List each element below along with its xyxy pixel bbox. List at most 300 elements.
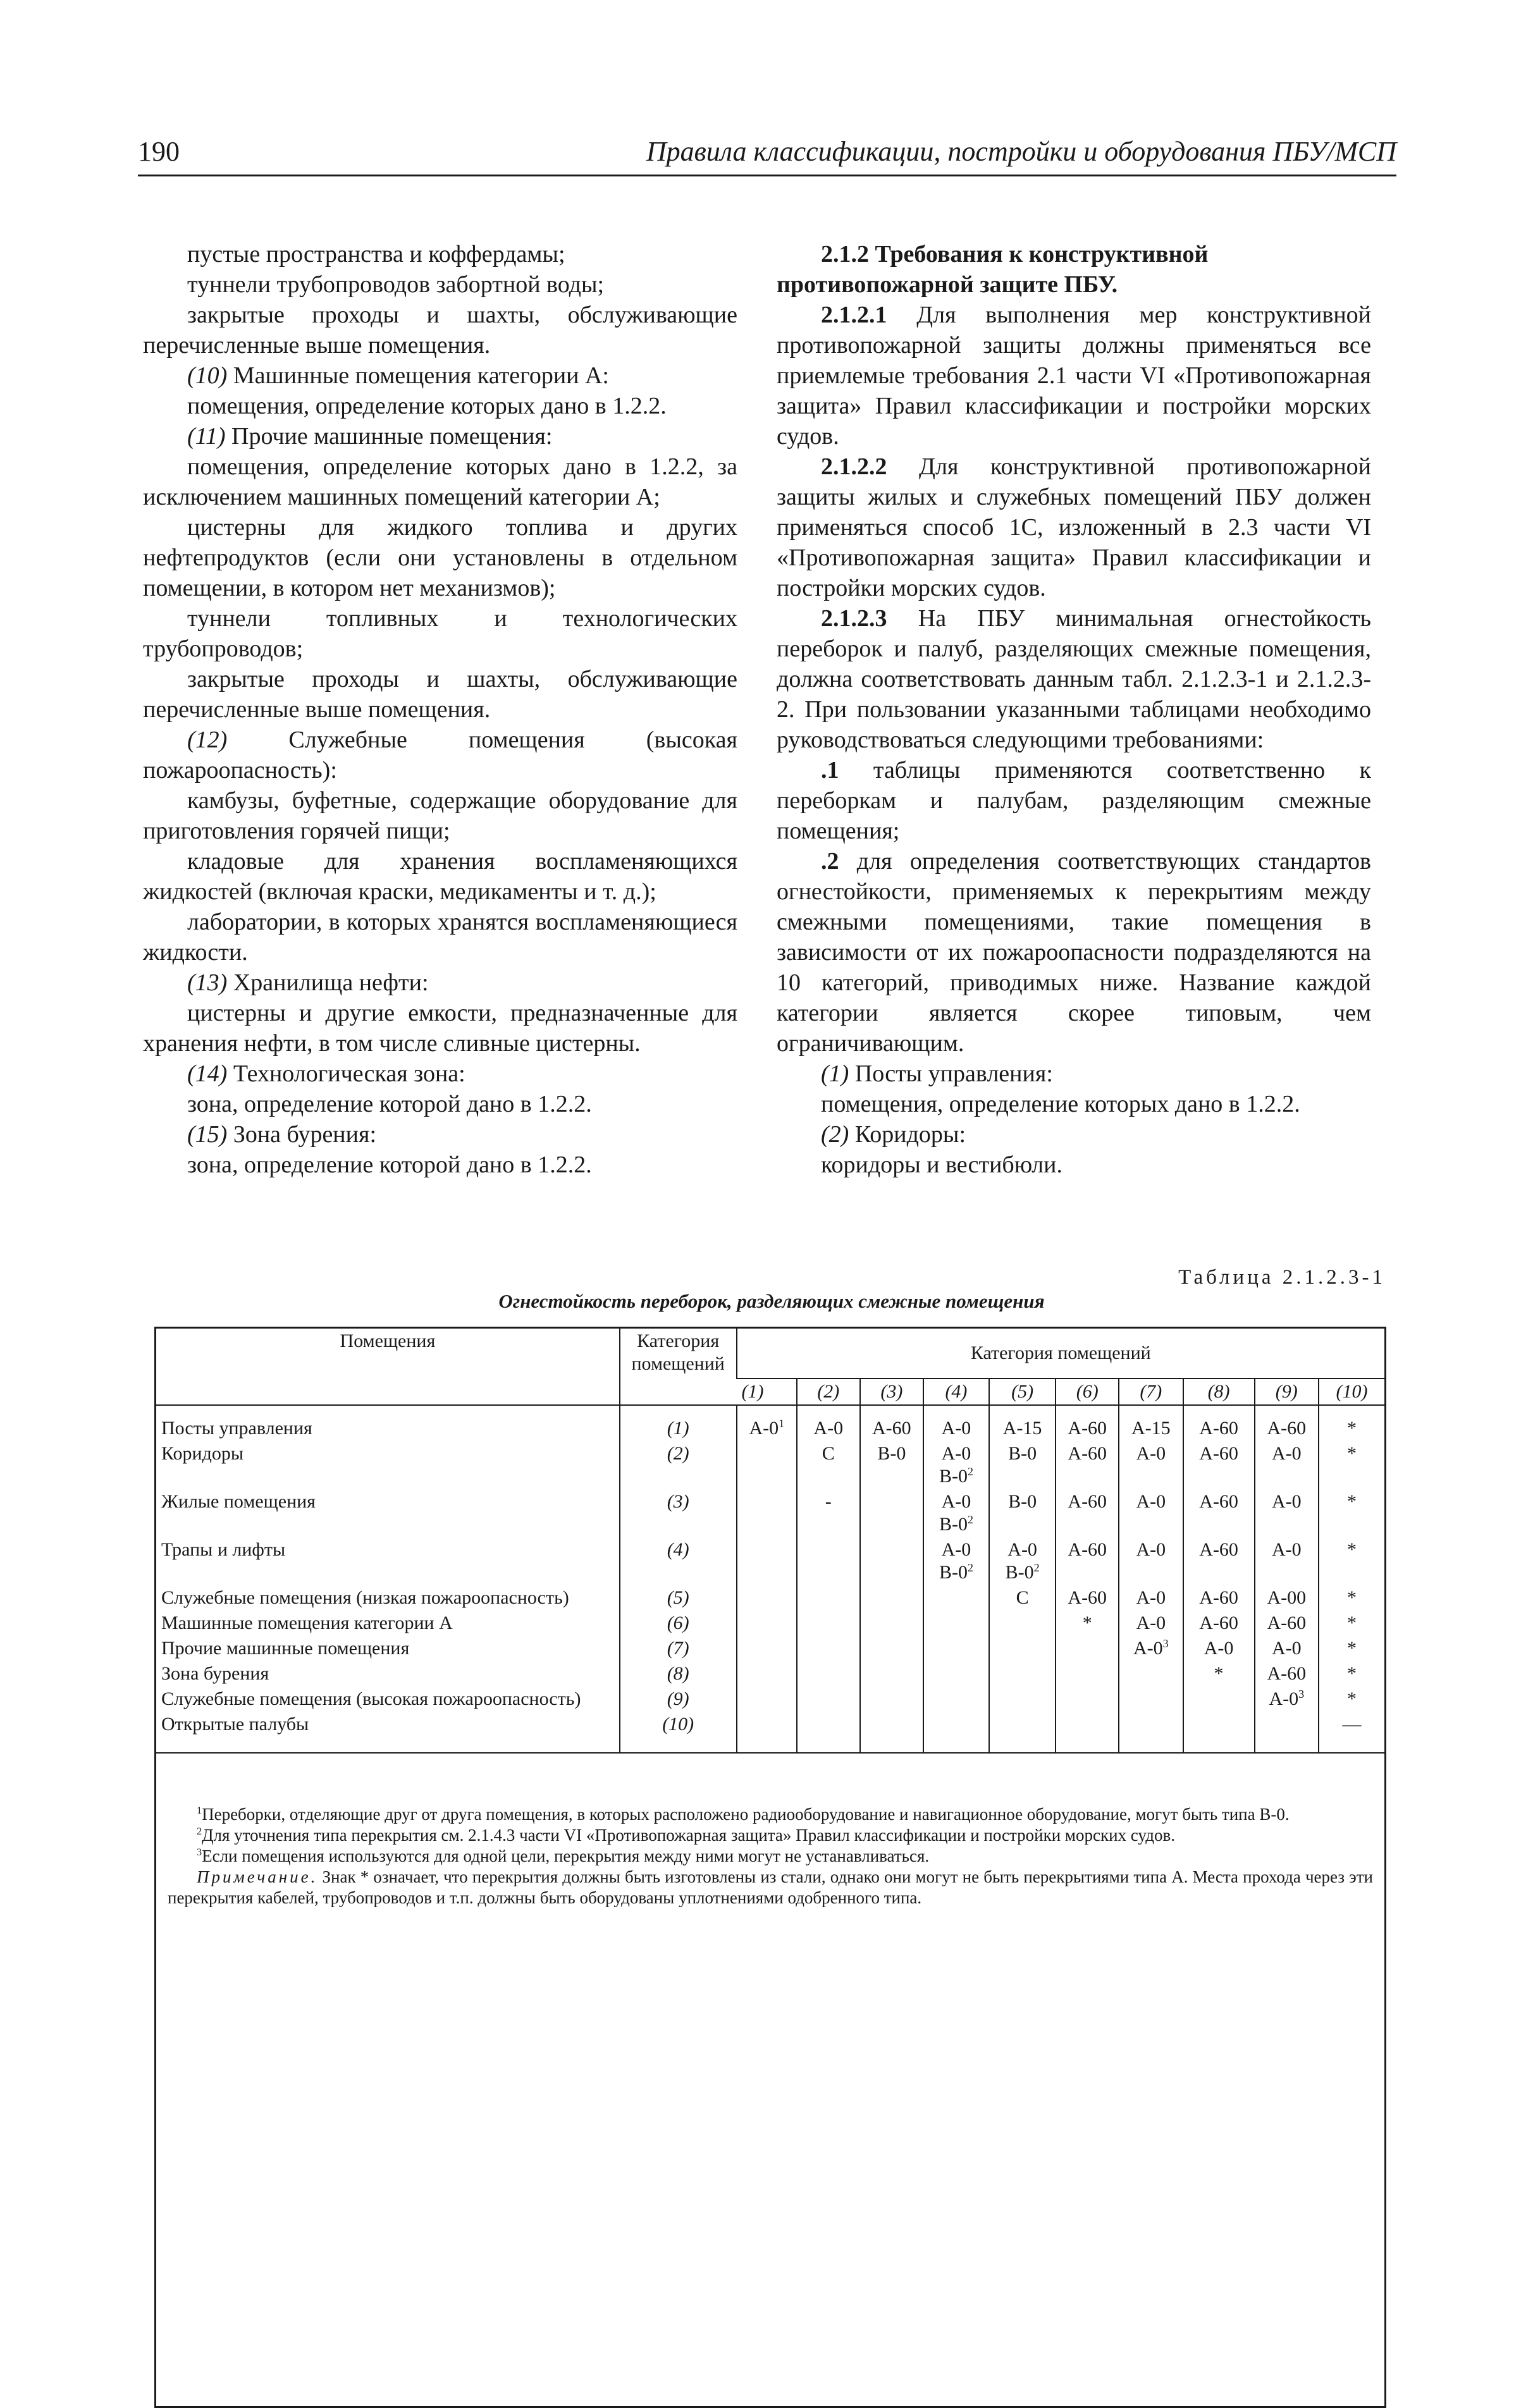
rating-cell bbox=[923, 1636, 989, 1661]
column-code: (5) bbox=[989, 1379, 1056, 1405]
category-number: (2) bbox=[821, 1121, 849, 1148]
paragraph-text: пустые пространства и коффердамы; bbox=[187, 241, 565, 267]
category-number: (1) bbox=[821, 1060, 849, 1087]
rating-cell bbox=[1183, 1712, 1255, 1753]
paragraph bbox=[143, 452, 737, 512]
footnote-ref: 2 bbox=[967, 1465, 973, 1478]
rating-cell bbox=[1255, 1661, 1319, 1686]
paragraph bbox=[143, 421, 737, 452]
column-code: (10) bbox=[1319, 1379, 1384, 1405]
rating-cell bbox=[989, 1441, 1056, 1489]
rating-cell bbox=[797, 1611, 860, 1636]
paragraph bbox=[777, 300, 1371, 452]
rating-cell bbox=[1183, 1661, 1255, 1686]
column-code: (1) bbox=[737, 1379, 797, 1405]
rating-value: А-60 bbox=[1068, 1418, 1107, 1439]
rating-value: А-60 bbox=[1068, 1587, 1107, 1608]
remark-label: Примечание. bbox=[197, 1867, 318, 1886]
room-name: Служебные помещения (низкая пожароопасность) bbox=[161, 1587, 569, 1608]
paragraph-text: для определения соответствующих стандартов огнестойкости, применяемых к перекрытиям между смежными помещениями, такие помещения в зависимости от их пожароопасности подразделяются на 10 категорий, приводимых ниже. Название каждой категории является скорее типовым, чем ограничивающим. bbox=[777, 848, 1371, 1057]
rating-cell bbox=[737, 1441, 797, 1489]
paragraph-text: зона, определение которой дано в 1.2.2. bbox=[187, 1091, 592, 1117]
rating-cell bbox=[797, 1537, 860, 1585]
room-category: (9) bbox=[620, 1686, 737, 1712]
room-category: (10) bbox=[620, 1712, 737, 1753]
page-header bbox=[138, 132, 1396, 176]
rating-cell bbox=[860, 1405, 924, 1441]
category-number: (11) bbox=[187, 423, 226, 450]
rating-cell bbox=[923, 1585, 989, 1611]
rating-value: В-0 bbox=[939, 1562, 968, 1583]
clause-number: 2.1.2.2 bbox=[821, 453, 887, 480]
rating-cell bbox=[1183, 1441, 1255, 1489]
rating-value: А-0 bbox=[1136, 1612, 1166, 1633]
table-title: Огнестойкость переборок, разделяющих смежные помещения bbox=[498, 1290, 1045, 1312]
rating-cell bbox=[1255, 1686, 1319, 1712]
footnote-text: Для уточнения типа перекрытия см. 2.1.4.3 части VI «Противопожарная защита» Правил классификации и постройки морских судов. bbox=[202, 1826, 1175, 1845]
rating-value: А-0 bbox=[941, 1539, 971, 1560]
column-code: (8) bbox=[1183, 1379, 1255, 1405]
clause-number: .1 bbox=[821, 757, 839, 783]
left-column bbox=[143, 239, 737, 1180]
rating-value: А-15 bbox=[1131, 1418, 1171, 1439]
paragraph-text: помещения, определение которых дано в 1.2.2. bbox=[187, 393, 667, 419]
paragraph bbox=[143, 846, 737, 907]
rating-value: А-60 bbox=[1199, 1587, 1238, 1608]
room-name: Коридоры bbox=[161, 1443, 243, 1464]
paragraph bbox=[777, 846, 1371, 1059]
rating-value: * bbox=[1214, 1663, 1224, 1684]
rating-cell bbox=[1056, 1712, 1119, 1753]
footnote-marker: 1 bbox=[197, 1805, 202, 1816]
rating-cell bbox=[989, 1537, 1056, 1585]
room-name: Машинные помещения категории А bbox=[161, 1612, 453, 1633]
room-name: Посты управления bbox=[161, 1418, 312, 1439]
rating-cell bbox=[1056, 1661, 1119, 1686]
rating-cell bbox=[1319, 1441, 1384, 1489]
rating-cell bbox=[1319, 1712, 1384, 1753]
table-row bbox=[156, 1441, 1384, 1489]
rating-cell bbox=[923, 1611, 989, 1636]
rating-cell bbox=[1319, 1405, 1384, 1441]
paragraph bbox=[143, 725, 737, 785]
table-row bbox=[156, 1661, 1384, 1686]
rating-value: А-60 bbox=[1199, 1443, 1238, 1464]
paragraph-text: На ПБУ минимальная огнестойкость переборок и палуб, разделяющих смежные помещения, должна соответствовать данным табл. 2.1.2.3-1 и 2.1.2.3-2. При пользовании указанными таблицами необходимо руководствоваться следующими требованиями: bbox=[777, 605, 1371, 753]
rating-cell bbox=[1056, 1585, 1119, 1611]
paragraph bbox=[143, 603, 737, 664]
rating-cell bbox=[797, 1636, 860, 1661]
rating-value: А-60 bbox=[1267, 1612, 1307, 1633]
paragraph-text: Прочие машинные помещения: bbox=[225, 423, 553, 450]
paragraph-text: коридоры и вестибюли. bbox=[821, 1152, 1062, 1178]
paragraph bbox=[143, 1119, 737, 1150]
rating-cell bbox=[1119, 1611, 1183, 1636]
rating-cell bbox=[923, 1405, 989, 1441]
rating-value: А-0 bbox=[1136, 1587, 1166, 1608]
rating-cell bbox=[737, 1686, 797, 1712]
paragraph bbox=[143, 360, 737, 391]
rating-value: А-0 bbox=[1271, 1443, 1302, 1464]
footnote-text: Переборки, отделяющие друг от друга помещения, в которых расположено радиооборудование и навигационное оборудование, могут быть типа В-0. bbox=[202, 1805, 1290, 1824]
fire-table bbox=[156, 1329, 1384, 1754]
rating-value: А-60 bbox=[1199, 1491, 1238, 1512]
table-row bbox=[156, 1686, 1384, 1712]
rating-cell bbox=[1183, 1405, 1255, 1441]
category-number: (10) bbox=[187, 362, 228, 389]
rating-cell bbox=[1255, 1611, 1319, 1636]
rating-cell bbox=[923, 1686, 989, 1712]
rating-cell bbox=[1255, 1405, 1319, 1441]
paragraph bbox=[777, 603, 1371, 755]
rating-cell bbox=[1056, 1686, 1119, 1712]
paragraph-text: закрытые проходы и шахты, обслуживающие перечисленные выше помещения. bbox=[143, 302, 737, 359]
rating-cell bbox=[923, 1712, 989, 1753]
paragraph-text: Хранилища нефти: bbox=[227, 969, 429, 996]
rating-cell bbox=[989, 1611, 1056, 1636]
rating-cell bbox=[1255, 1537, 1319, 1585]
column-code: (9) bbox=[1255, 1379, 1319, 1405]
rating-value: А-0 bbox=[1133, 1638, 1163, 1659]
rating-cell bbox=[860, 1611, 924, 1636]
rating-cell bbox=[737, 1489, 797, 1537]
rating-cell bbox=[989, 1686, 1056, 1712]
rating-cell bbox=[737, 1405, 797, 1441]
rating-cell bbox=[1056, 1489, 1119, 1537]
room-name: Жилые помещения bbox=[161, 1491, 316, 1512]
rating-value: С bbox=[822, 1443, 835, 1464]
rating-cell bbox=[1119, 1405, 1183, 1441]
rating-value: * bbox=[1347, 1418, 1357, 1439]
rating-value: А-60 bbox=[1267, 1418, 1307, 1439]
paragraph-text: кладовые для хранения воспламеняющихся жидкостей (включая краски, медикаменты и т. д.); bbox=[143, 848, 737, 905]
footnote-marker: 3 bbox=[197, 1846, 202, 1858]
paragraph bbox=[143, 269, 737, 300]
rating-value: * bbox=[1347, 1663, 1357, 1684]
rating-cell bbox=[737, 1712, 797, 1753]
paragraph bbox=[143, 1150, 737, 1180]
footnote-marker: 2 bbox=[197, 1826, 202, 1837]
rating-cell bbox=[1119, 1489, 1183, 1537]
rating-value: - bbox=[825, 1491, 832, 1512]
category-number: (15) bbox=[187, 1121, 228, 1148]
rating-cell bbox=[860, 1636, 924, 1661]
category-number: (14) bbox=[187, 1060, 228, 1087]
rating-value: А-60 bbox=[871, 1418, 911, 1439]
paragraph-text: Зона бурения: bbox=[227, 1121, 377, 1148]
room-name: Прочие машинные помещения bbox=[161, 1638, 410, 1659]
table-row bbox=[156, 1636, 1384, 1661]
rating-cell bbox=[1255, 1489, 1319, 1537]
rating-cell bbox=[1319, 1686, 1384, 1712]
column-code: (6) bbox=[1056, 1379, 1119, 1405]
rating-value: В-0 bbox=[1008, 1491, 1037, 1512]
room-category: (3) bbox=[620, 1489, 737, 1537]
room-category: (6) bbox=[620, 1611, 737, 1636]
rating-cell bbox=[1119, 1537, 1183, 1585]
rating-cell bbox=[737, 1661, 797, 1686]
rating-cell bbox=[989, 1405, 1056, 1441]
rating-cell bbox=[860, 1661, 924, 1686]
paragraph bbox=[143, 1089, 737, 1119]
rating-value: А-0 bbox=[941, 1491, 971, 1512]
rating-cell bbox=[989, 1636, 1056, 1661]
rating-cell bbox=[1056, 1636, 1119, 1661]
rating-cell bbox=[1319, 1489, 1384, 1537]
paragraph-text: Технологическая зона: bbox=[227, 1060, 465, 1087]
column-code: (2) bbox=[797, 1379, 860, 1405]
rating-value: В-0 bbox=[877, 1443, 906, 1464]
rating-value: А-0 bbox=[1271, 1491, 1302, 1512]
room-name: Трапы и лифты bbox=[161, 1539, 286, 1560]
paragraph bbox=[143, 907, 737, 968]
rating-value: А-0 bbox=[813, 1418, 844, 1439]
rating-value: А-60 bbox=[1267, 1663, 1307, 1684]
rating-cell bbox=[1183, 1537, 1255, 1585]
rating-value: А-60 bbox=[1199, 1418, 1238, 1439]
footnote-ref: 2 bbox=[1033, 1561, 1040, 1574]
rating-value: А-0 bbox=[1271, 1539, 1302, 1560]
rating-cell bbox=[1119, 1585, 1183, 1611]
rating-value: А-0 bbox=[1136, 1539, 1166, 1560]
rating-value: А-0 bbox=[941, 1418, 971, 1439]
column-code: (4) bbox=[923, 1379, 989, 1405]
paragraph-text: Коридоры: bbox=[849, 1121, 966, 1148]
rating-cell bbox=[1319, 1537, 1384, 1585]
paragraph-text: помещения, определение которых дано в 1.2.2. bbox=[821, 1091, 1300, 1117]
room-category: (1) bbox=[620, 1405, 737, 1441]
rating-cell bbox=[923, 1489, 989, 1537]
remark bbox=[168, 1867, 1373, 1908]
rating-cell bbox=[1183, 1636, 1255, 1661]
rating-cell bbox=[797, 1441, 860, 1489]
rating-value: А-0 bbox=[749, 1418, 779, 1439]
head-rooms: Помещения bbox=[156, 1329, 620, 1405]
clause-number: 2.1.2.1 bbox=[821, 302, 887, 328]
paragraph bbox=[143, 664, 737, 725]
rating-cell bbox=[797, 1585, 860, 1611]
column-code: (7) bbox=[1119, 1379, 1183, 1405]
rating-cell bbox=[797, 1489, 860, 1537]
rating-cell bbox=[1183, 1585, 1255, 1611]
paragraph-text: туннели трубопроводов забортной воды; bbox=[187, 271, 605, 298]
rating-cell bbox=[989, 1712, 1056, 1753]
rating-value: А-60 bbox=[1068, 1539, 1107, 1560]
rating-value: А-60 bbox=[1068, 1491, 1107, 1512]
rating-cell bbox=[860, 1686, 924, 1712]
room-name: Служебные помещения (высокая пожароопасность) bbox=[161, 1688, 581, 1709]
rating-cell bbox=[1119, 1661, 1183, 1686]
rating-cell bbox=[1119, 1636, 1183, 1661]
rating-value: С bbox=[1016, 1587, 1029, 1608]
rating-cell bbox=[797, 1712, 860, 1753]
table-row bbox=[156, 1489, 1384, 1537]
rating-value: А-60 bbox=[1068, 1443, 1107, 1464]
rating-cell bbox=[1119, 1686, 1183, 1712]
rating-cell bbox=[923, 1661, 989, 1686]
table-row bbox=[156, 1405, 1384, 1441]
rating-value: А-0 bbox=[1271, 1638, 1302, 1659]
rating-cell bbox=[1255, 1712, 1319, 1753]
rating-value: А-60 bbox=[1199, 1612, 1238, 1633]
right-column bbox=[777, 239, 1371, 1180]
rating-value: А-15 bbox=[1002, 1418, 1042, 1439]
table-body bbox=[156, 1405, 1384, 1753]
rating-value: А-00 bbox=[1267, 1587, 1307, 1608]
paragraph-text: Для выполнения мер конструктивной противопожарной защиты должны применяться все приемлемые требования 2.1 части VI «Противопожарная защита» Правил классификации и постройки морских судов. bbox=[777, 302, 1371, 450]
rating-cell bbox=[1056, 1537, 1119, 1585]
rating-value: * bbox=[1347, 1612, 1357, 1633]
rating-cell bbox=[860, 1537, 924, 1585]
rating-cell bbox=[1319, 1661, 1384, 1686]
rating-cell bbox=[737, 1537, 797, 1585]
rating-value: * bbox=[1347, 1587, 1357, 1608]
rating-cell bbox=[1119, 1712, 1183, 1753]
remark-text: Знак * означает, что перекрытия должны быть изготовлены из стали, однако они могут не быть перекрытиями типа А. Места прохода через эти перекрытия кабелей, трубопроводов и т.п. должны быть оборудованы уплотнениями одобренного типа. bbox=[168, 1867, 1373, 1907]
rating-cell bbox=[797, 1686, 860, 1712]
paragraph bbox=[143, 239, 737, 269]
rating-cell bbox=[923, 1441, 989, 1489]
paragraph-text: закрытые проходы и шахты, обслуживающие перечисленные выше помещения. bbox=[143, 666, 737, 723]
rating-cell bbox=[737, 1611, 797, 1636]
rating-cell bbox=[989, 1661, 1056, 1686]
rating-cell bbox=[1056, 1611, 1119, 1636]
paragraph bbox=[777, 452, 1371, 603]
paragraph bbox=[143, 1059, 737, 1089]
table-row bbox=[156, 1712, 1384, 1753]
paragraph-text: Посты управления: bbox=[849, 1060, 1053, 1087]
rating-value: А-0 bbox=[1204, 1638, 1234, 1659]
category-number: (13) bbox=[187, 969, 228, 996]
paragraph bbox=[143, 512, 737, 603]
rating-cell bbox=[1255, 1441, 1319, 1489]
clause-number: .2 bbox=[821, 848, 839, 875]
rating-cell bbox=[797, 1661, 860, 1686]
paragraph bbox=[777, 1150, 1371, 1180]
section-heading: 2.1.2 Требования к конструктивной противопожарной защите ПБУ. bbox=[777, 241, 1209, 298]
rating-value: А-60 bbox=[1199, 1539, 1238, 1560]
rating-cell bbox=[1183, 1489, 1255, 1537]
room-category: (5) bbox=[620, 1585, 737, 1611]
fire-resistance-table bbox=[154, 1327, 1386, 2408]
paragraph-text: помещения, определение которых дано в 1.2.2, за исключением машинных помещений категории А; bbox=[143, 453, 737, 510]
rating-value: А-0 bbox=[1269, 1688, 1299, 1709]
table-notes bbox=[168, 1804, 1373, 1908]
paragraph-text: зона, определение которой дано в 1.2.2. bbox=[187, 1152, 592, 1178]
paragraph bbox=[143, 968, 737, 998]
footnote-ref: 3 bbox=[1298, 1688, 1305, 1700]
paragraph-text: Машинные помещения категории А: bbox=[227, 362, 609, 389]
rating-cell bbox=[1319, 1611, 1384, 1636]
rating-value: * bbox=[1082, 1612, 1092, 1633]
table-label: Таблица 2.1.2.3-1 bbox=[1178, 1266, 1386, 1289]
rating-cell bbox=[1183, 1686, 1255, 1712]
rating-cell bbox=[1255, 1636, 1319, 1661]
footnote bbox=[168, 1804, 1373, 1825]
rating-cell bbox=[923, 1537, 989, 1585]
rating-value: А-0 bbox=[941, 1443, 971, 1464]
footnote bbox=[168, 1825, 1373, 1846]
rating-value: * bbox=[1347, 1638, 1357, 1659]
rating-value: В-0 bbox=[1005, 1562, 1034, 1583]
table-row bbox=[156, 1537, 1384, 1585]
running-title: Правила классификации, постройки и оборудования ПБУ/МСП bbox=[646, 136, 1396, 167]
rating-value: * bbox=[1347, 1491, 1357, 1512]
table-row bbox=[156, 1585, 1384, 1611]
paragraph-text: цистерны и другие емкости, предназначенные для хранения нефти, в том числе сливные цистерны. bbox=[143, 1000, 737, 1057]
rating-cell bbox=[797, 1405, 860, 1441]
rating-value: В-0 bbox=[939, 1514, 968, 1535]
rating-value: * bbox=[1347, 1539, 1357, 1560]
rating-cell bbox=[737, 1636, 797, 1661]
paragraph bbox=[143, 300, 737, 360]
rating-cell bbox=[737, 1585, 797, 1611]
rating-cell bbox=[1056, 1441, 1119, 1489]
rating-cell bbox=[1119, 1441, 1183, 1489]
rating-value: А-0 bbox=[1136, 1491, 1166, 1512]
footnote-ref: 1 bbox=[779, 1417, 785, 1430]
rating-value: А-0 bbox=[1136, 1443, 1166, 1464]
room-name: Открытые палубы bbox=[156, 1712, 620, 1753]
page-number: 190 bbox=[138, 136, 180, 167]
paragraph-text: камбузы, буфетные, содержащие оборудование для приготовления горячей пищи; bbox=[143, 787, 737, 844]
room-category: (8) bbox=[620, 1661, 737, 1686]
rating-value: В-0 bbox=[939, 1466, 968, 1487]
footnote bbox=[168, 1846, 1373, 1867]
paragraph bbox=[777, 1089, 1371, 1119]
rating-value: — bbox=[1342, 1714, 1362, 1735]
footnote-ref: 2 bbox=[967, 1513, 973, 1526]
room-category: (2) bbox=[620, 1441, 737, 1489]
head-group: Категория помещений bbox=[737, 1329, 1384, 1379]
room-category: (4) bbox=[620, 1537, 737, 1585]
rating-value: * bbox=[1347, 1443, 1357, 1464]
paragraph-text: таблицы применяются соответственно к переборкам и палубам, разделяющим смежные помещения; bbox=[777, 757, 1371, 844]
footnote-ref: 3 bbox=[1162, 1637, 1169, 1650]
rating-cell bbox=[860, 1441, 924, 1489]
footnote-text: Если помещения используются для одной цели, перекрытия между ними могут не устанавливаться. bbox=[202, 1846, 930, 1865]
paragraph-text: лаборатории, в которых хранятся воспламеняющиеся жидкости. bbox=[143, 909, 737, 966]
footnote-ref: 2 bbox=[967, 1561, 973, 1574]
rating-value: А-0 bbox=[1007, 1539, 1037, 1560]
rating-cell bbox=[1319, 1636, 1384, 1661]
rating-cell bbox=[860, 1712, 924, 1753]
paragraph-text: Для конструктивной противопожарной защиты жилых и служебных помещений ПБУ должен применяться способ 1С, изложенный в 2.3 части VI «Противопожарная защита» Правил классификации и постройки морских судов. bbox=[777, 453, 1371, 601]
category-number: (12) bbox=[187, 727, 228, 753]
paragraph-text: Служебные помещения (высокая пожароопасность): bbox=[143, 727, 737, 783]
rating-cell bbox=[1056, 1405, 1119, 1441]
rating-cell bbox=[989, 1489, 1056, 1537]
rating-cell bbox=[1319, 1585, 1384, 1611]
rating-cell bbox=[1255, 1585, 1319, 1611]
paragraph bbox=[143, 785, 737, 846]
paragraph bbox=[143, 391, 737, 421]
room-name: Зона бурения bbox=[161, 1663, 269, 1684]
head-category: Категория помещений bbox=[620, 1329, 737, 1405]
rating-value: В-0 bbox=[1008, 1443, 1037, 1464]
rating-cell bbox=[989, 1585, 1056, 1611]
paragraph-text: туннели топливных и технологических трубопроводов; bbox=[143, 605, 737, 662]
rating-cell bbox=[1183, 1611, 1255, 1636]
room-category: (7) bbox=[620, 1636, 737, 1661]
rating-value: * bbox=[1347, 1688, 1357, 1709]
rating-cell bbox=[860, 1489, 924, 1537]
rating-cell bbox=[860, 1585, 924, 1611]
paragraph bbox=[777, 1119, 1371, 1150]
table-row bbox=[156, 1611, 1384, 1636]
paragraph bbox=[143, 998, 737, 1059]
paragraph-text: цистерны для жидкого топлива и других нефтепродуктов (если они установлены в отдельном помещении, в котором нет механизмов); bbox=[143, 514, 737, 601]
